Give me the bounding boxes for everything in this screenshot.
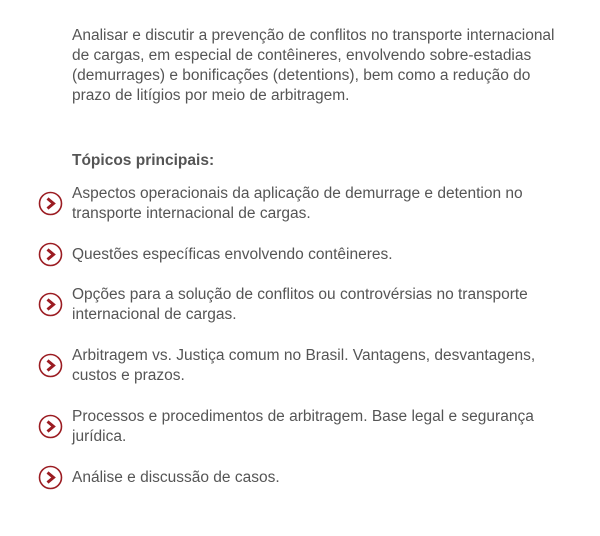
topic-label: Análise e discussão de casos. [72,469,280,486]
topic-item [38,285,578,325]
topic-item [38,407,578,447]
chevron-right-circle-icon [38,242,63,267]
chevron-right-circle-icon [38,465,63,490]
chevron-right-circle-icon [38,414,63,439]
chevron-right-circle-icon [38,292,63,317]
topic-label: Processos e procedimentos de arbitragem. Base legal e segurança jurídica. [72,408,534,445]
topic-item [38,184,578,224]
intro-section [72,26,572,171]
topics-heading: Tópicos principais: [72,152,215,169]
topic-label: Aspectos operacionais da aplicação de demurrage e detention no transporte internacional de cargas. [72,185,523,222]
topic-item [38,468,578,488]
chevron-right-circle-icon [38,353,63,378]
topic-label: Opções para a solução de conflitos ou controvérsias no transporte internacional de cargas. [72,286,528,323]
chevron-right-circle-icon [38,191,63,216]
topic-label: Questões específicas envolvendo contêineres. [72,246,393,263]
topic-item [38,245,578,265]
topic-list [38,184,578,508]
topic-item [38,346,578,386]
topic-label: Arbitragem vs. Justiça comum no Brasil. Vantagens, desvantagens, custos e prazos. [72,347,536,384]
intro-paragraph: Analisar e discutir a prevenção de conflitos no transporte internacional de cargas, em especial de contêineres, envolvendo sobre-estadias (demurrages) e bonificações (detentions), bem como a redução do prazo de litígios por meio de arbitragem. [72,27,555,104]
